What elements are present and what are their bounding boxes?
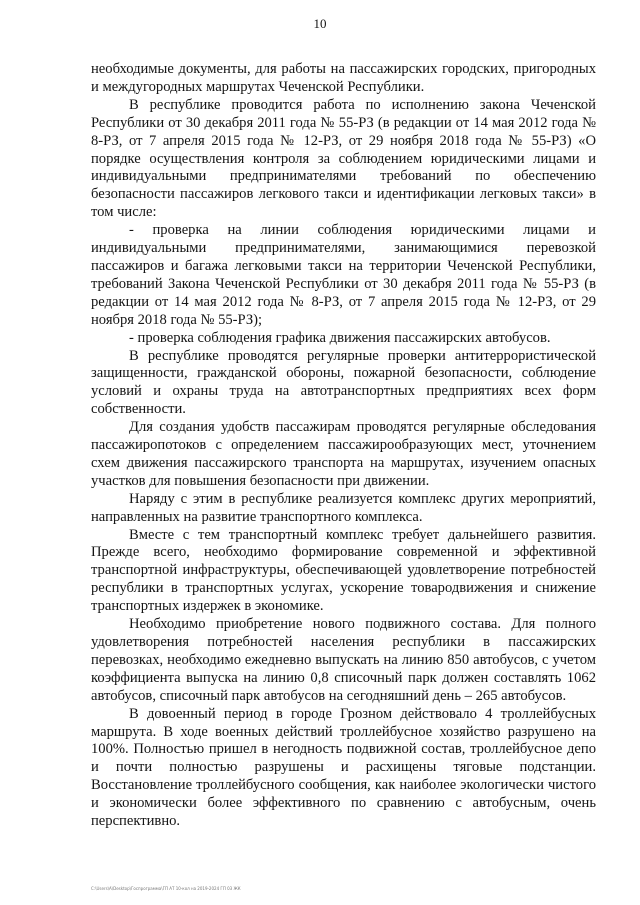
paragraph-law-enforcement: В республике проводится работа по исполнению закона Чеченской Республики от 30 декабря 2011 года № 55-РЗ (в редакции от 14 мая 2012 года № 8-РЗ, от 7 апреля 2015 года № 12-РЗ, от 29 ноября 2018 года № 55-РЗ) «О порядке осуществления контроля за соблюдением юридическими лицами и индивидуальными предпринимателями требований по обеспечению безопасности пассажиров легкового такси и идентификации легковых такси» в том числе:: [91, 96, 596, 221]
paragraph-passenger-flow: Для создания удобств пассажирам проводятся регулярные обследования пассажиропотоков с определением пассажирообразующих мест, уточнением схем движения пассажирского транспорта на маршрутах, изучением опасных участков для повышения безопасности при движении.: [91, 419, 596, 489]
page-number: 10: [313, 16, 327, 31]
paragraph-trolleybus: В довоенный период в городе Грозном действовало 4 троллейбусных маршрута. В ходе военных действий троллейбусное хозяйство разрушено на 100%. Полностью пришел в негодность подвижной состав, троллейбусное депо и почти полностью разрушены и расхищены тяговые подстанции. Восстановление троллейбусного сообщения, как наиболее экологически чистого и экономически более эффективного по сравнению с автобусным, очень перспективно.: [91, 705, 596, 830]
paragraph-development-needs: Вместе с тем транспортный комплекс требует дальнейшего развития. Прежде всего, необходимо формирование современной и эффективной транспортной инфраструктуры, обеспечивающей удовлетворение потребностей республики в транспортных услугах, ускорение товародвижения и снижение транспортных издержек в экономике.: [91, 526, 596, 615]
paragraph-continuation: необходимые документы, для работы на пассажирских городских, пригородных и междугородных маршрутах Чеченской Республики.: [91, 61, 596, 95]
list-item-taxi-inspection: - проверка на линии соблюдения юридическими лицами и индивидуальными предпринимателями, занимающимися перевозкой пассажиров и багажа легковыми такси на территории Чеченской Республики, требований Закона Чеченской Республики от 30 декабря 2011 года № 55-РЗ (в редакции от 14 мая 2012 года № 8-РЗ, от 7 апреля 2015 года № 12-РЗ, от 29 ноября 2018 года № 55-РЗ);: [91, 222, 596, 328]
paragraph-other-measures: Наряду с этим в республике реализуется комплекс других мероприятий, направленных на развитие транспортного комплекса.: [91, 490, 596, 525]
paragraph-safety-inspections: В республике проводятся регулярные проверки антитеррористической защищенности, гражданской обороны, пожарной безопасности, соблюдение условий и охраны труда на автотранспортных предприятиях всех форм собственности.: [91, 347, 596, 418]
footer-file-path: C:\Users\A\Desktop\Госпрограмма\ГП АТ 10-кол на 2019-2024 ГП 03 ЖК: [91, 886, 241, 891]
list-item-bus-schedule: - проверка соблюдения графика движения пассажирских автобусов.: [129, 329, 551, 346]
body-text: [91, 61, 596, 831]
paragraph-rolling-stock: Необходимо приобретение нового подвижного состава. Для полного удовлетворения потребностей населения республики в пассажирских перевозках, необходимо ежедневно выпускать на линию 850 автобусов, с учетом коэффициента выпуска на линию 0,8 списочный парк должен составлять 1062 автобусов, списочный парк автобусов на сегодняшний день – 265 автобусов.: [91, 616, 596, 704]
